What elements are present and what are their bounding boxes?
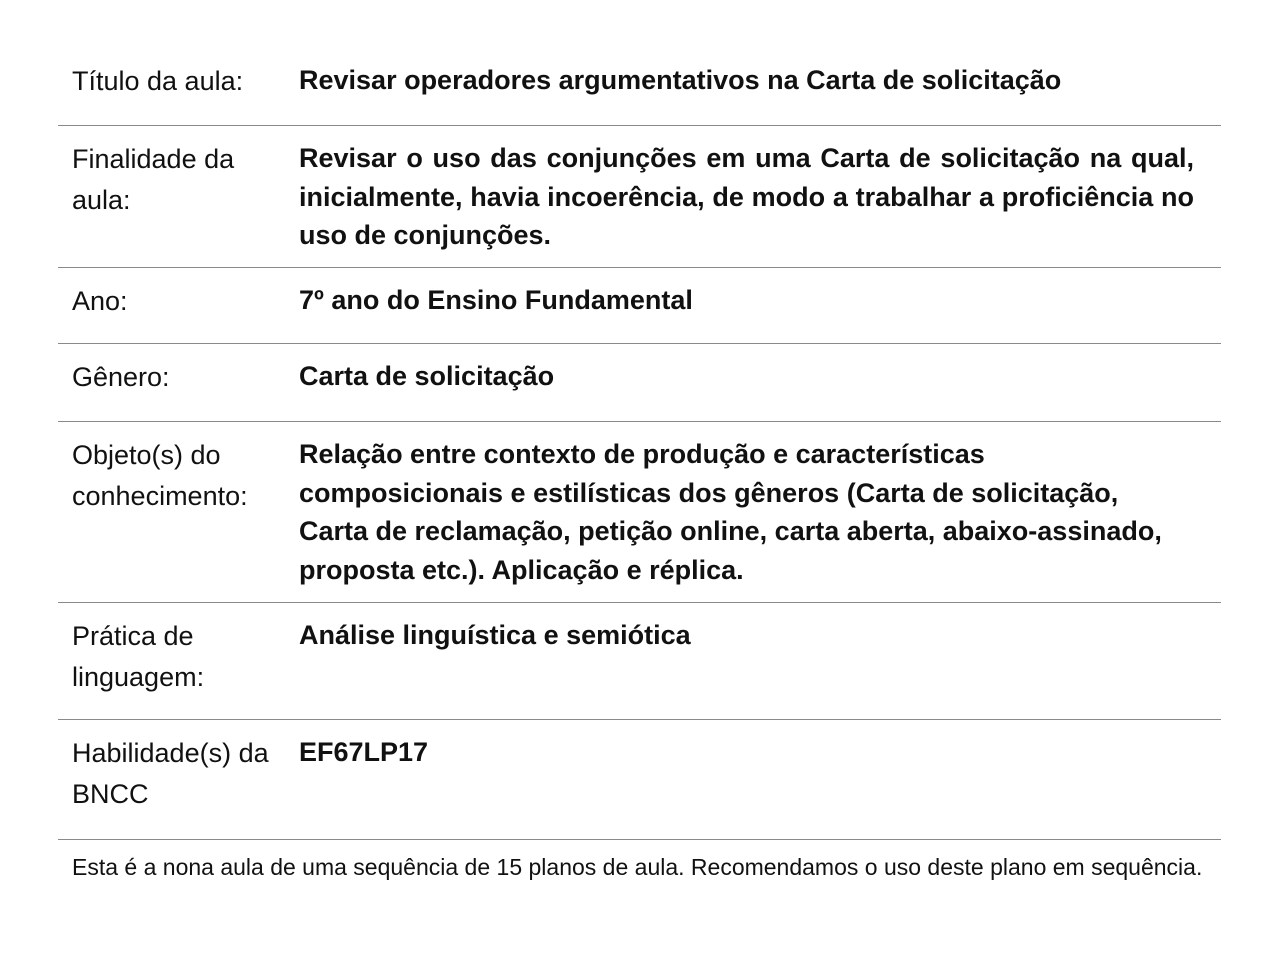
- lesson-plan-table: [58, 48, 1221, 885]
- row-value: EF67LP17: [299, 737, 429, 767]
- row-finalidade: [58, 126, 1221, 268]
- row-ano: [58, 268, 1221, 344]
- row-label: Título da aula:: [72, 66, 244, 96]
- row-value: Análise linguística e semiótica: [299, 620, 691, 650]
- row-value: Carta de solicitação: [299, 361, 555, 391]
- row-genero: [58, 344, 1221, 422]
- row-value: 7º ano do Ensino Fundamental: [299, 285, 693, 315]
- row-titulo: [58, 48, 1221, 126]
- row-label: Finalidade da aula:: [72, 144, 235, 215]
- row-label: Prática de linguagem:: [72, 621, 205, 692]
- row-value: Revisar operadores argumentativos na Carta de solicitação: [299, 65, 1062, 95]
- footer-note: Esta é a nona aula de uma sequência de 15 planos de aula. Recomendamos o uso deste plano em sequência.: [72, 854, 1203, 880]
- row-label: Ano:: [72, 286, 128, 316]
- row-value: Revisar o uso das conjunções em uma Carta de solicitação na qual, inicialmente, havia incoerência, de modo a trabalhar a proficiência no uso de conjunções.: [299, 143, 1194, 250]
- row-habilidade: [58, 720, 1221, 840]
- row-label: Gênero:: [72, 362, 170, 392]
- row-pratica: [58, 603, 1221, 720]
- row-label: Habilidade(s) da BNCC: [72, 738, 269, 809]
- row-objeto: [58, 422, 1221, 603]
- row-value: Relação entre contexto de produção e características composicionais e estilísticas dos gêneros (Carta de solicitação, Carta de reclamação, petição online, carta aberta, abaixo-assinado, proposta etc.). Aplicação e réplica.: [299, 439, 1162, 585]
- row-label: Objeto(s) do conhecimento:: [72, 440, 248, 511]
